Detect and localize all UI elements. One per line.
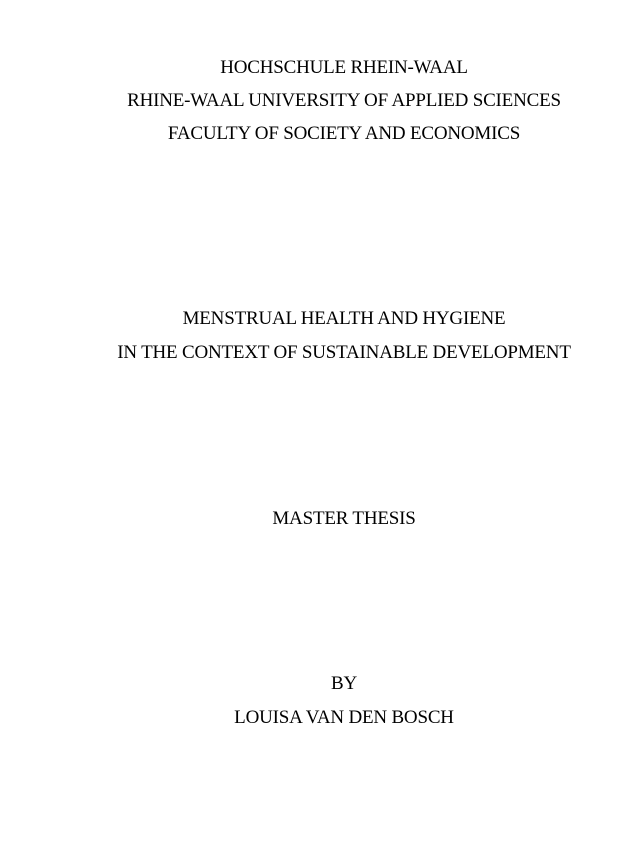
document-type: MASTER THESIS — [272, 508, 416, 529]
faculty-name: FACULTY OF SOCIETY AND ECONOMICS — [167, 123, 521, 144]
institution-name-german: HOCHSCHULE RHEIN-WAAL — [220, 57, 468, 78]
thesis-title-line-1: MENSTRUAL HEALTH AND HYGIENE — [182, 308, 506, 329]
author-name: LOUISA VAN DEN BOSCH — [234, 707, 454, 728]
byline-label: BY — [331, 673, 357, 694]
institution-name-english: RHINE-WAAL UNIVERSITY OF APPLIED SCIENCES — [127, 90, 561, 111]
thesis-title-line-2: IN THE CONTEXT OF SUSTAINABLE DEVELOPMENT — [117, 342, 571, 363]
